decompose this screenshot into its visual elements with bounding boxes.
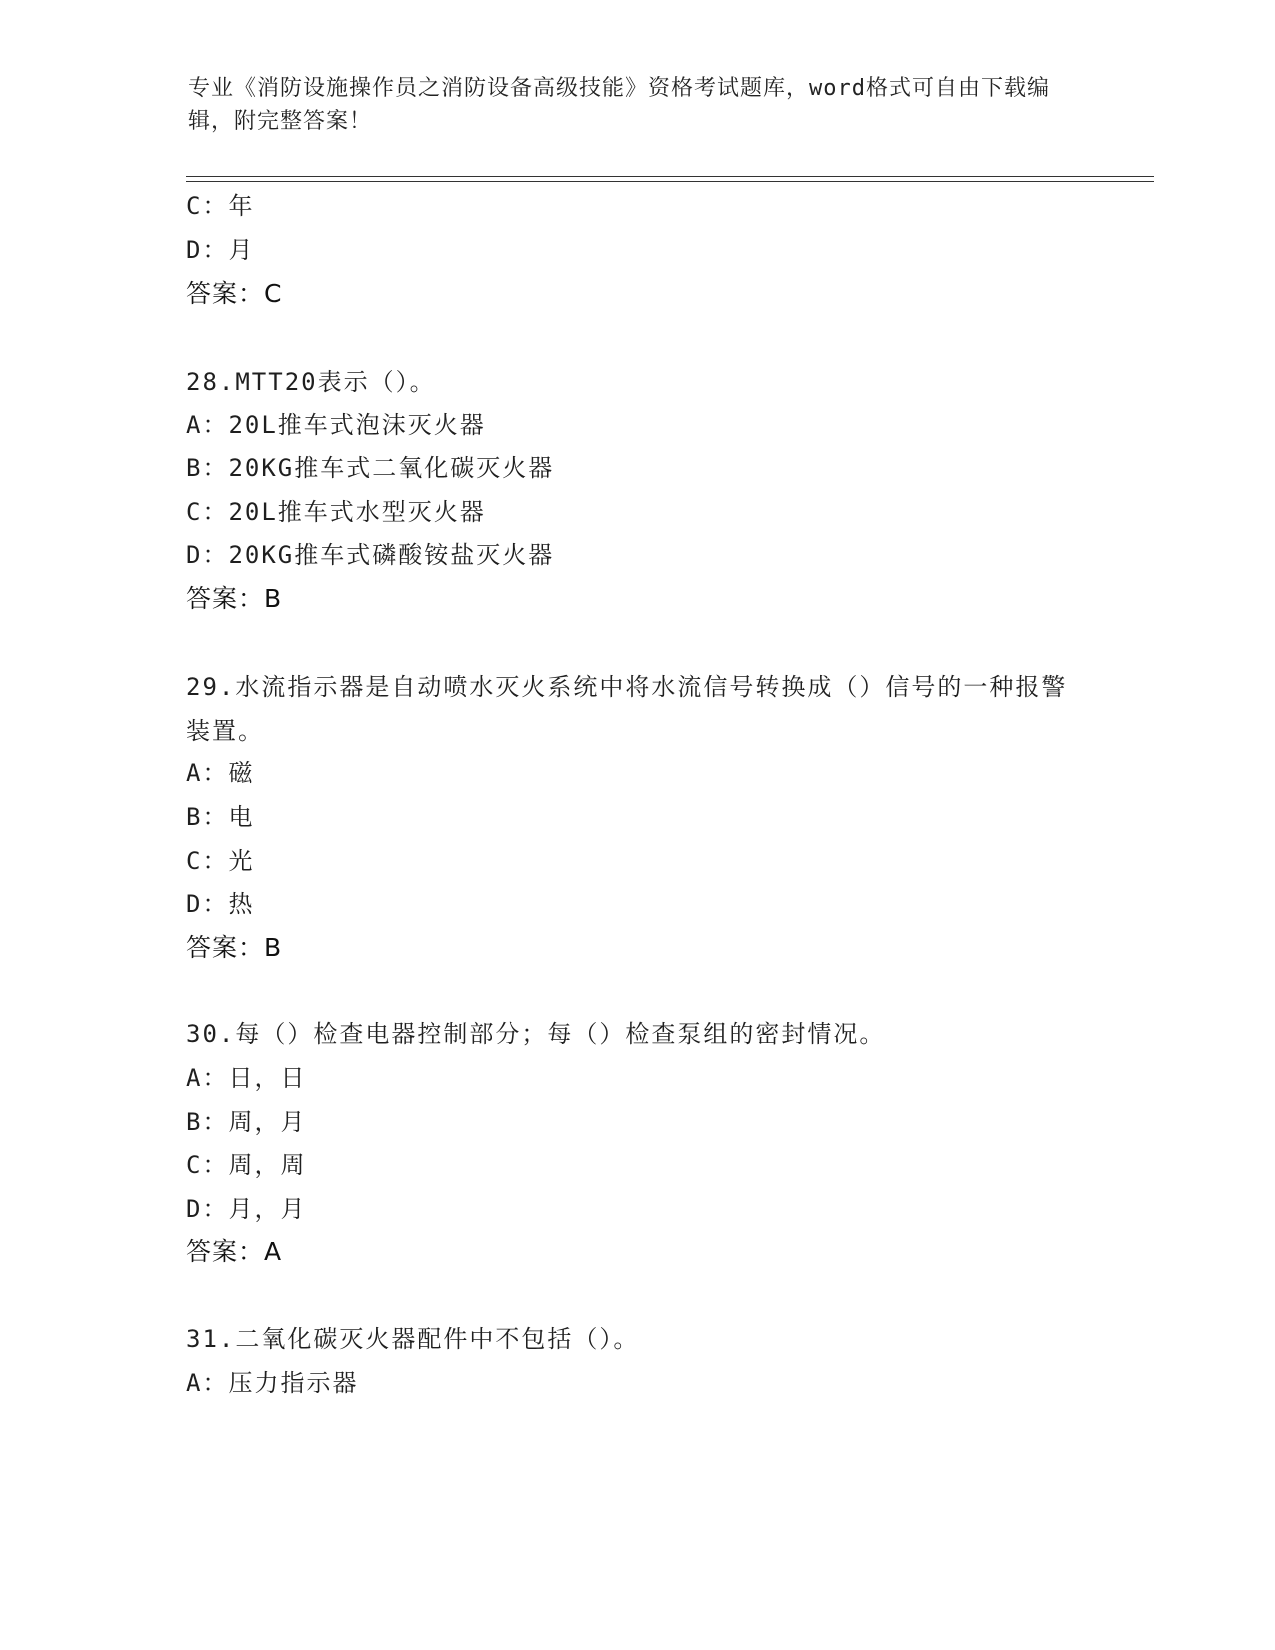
answer-line: 答案：C [186, 279, 283, 308]
question-31: 31.二氧化碳灭火器配件中不包括（）。 [186, 1325, 640, 1353]
option-a: A：磁 [186, 759, 255, 787]
answer-line: 答案：B [186, 584, 283, 613]
option-a: A：20L推车式泡沫灭火器 [186, 411, 486, 439]
header-rule-top [186, 176, 1154, 177]
option-d: D：20KG推车式磷酸铵盐灭火器 [186, 541, 555, 569]
option-c: C：光 [186, 847, 255, 875]
question-28: 28.MTT20表示（）。 [186, 368, 436, 396]
document-header: 专业《消防设施操作员之消防设备高级技能》资格考试题库，word格式可自由下载编辑，附完整答案！ [188, 76, 1050, 134]
option-c: C：周，周 [186, 1151, 307, 1179]
option-b: B：电 [186, 803, 255, 831]
option-d: D：月 [186, 236, 255, 264]
option-b: B：周，月 [186, 1108, 307, 1136]
option-a: A：压力指示器 [186, 1369, 359, 1397]
option-d: D：月，月 [186, 1195, 307, 1223]
answer-line: 答案：A [186, 1237, 283, 1266]
option-c: C：年 [186, 192, 255, 220]
answer-line: 答案：B [186, 933, 283, 962]
header-rule-bottom [186, 181, 1154, 182]
option-b: B：20KG推车式二氧化碳灭火器 [186, 454, 555, 482]
question-29: 29.水流指示器是自动喷水灭火系统中将水流信号转换成（）信号的一种报警装置。 [186, 673, 1068, 745]
option-d: D：热 [186, 890, 255, 918]
option-a: A：日，日 [186, 1064, 307, 1092]
question-30: 30.每（）检查电器控制部分；每（）检查泵组的密封情况。 [186, 1020, 886, 1048]
option-c: C：20L推车式水型灭火器 [186, 498, 486, 526]
